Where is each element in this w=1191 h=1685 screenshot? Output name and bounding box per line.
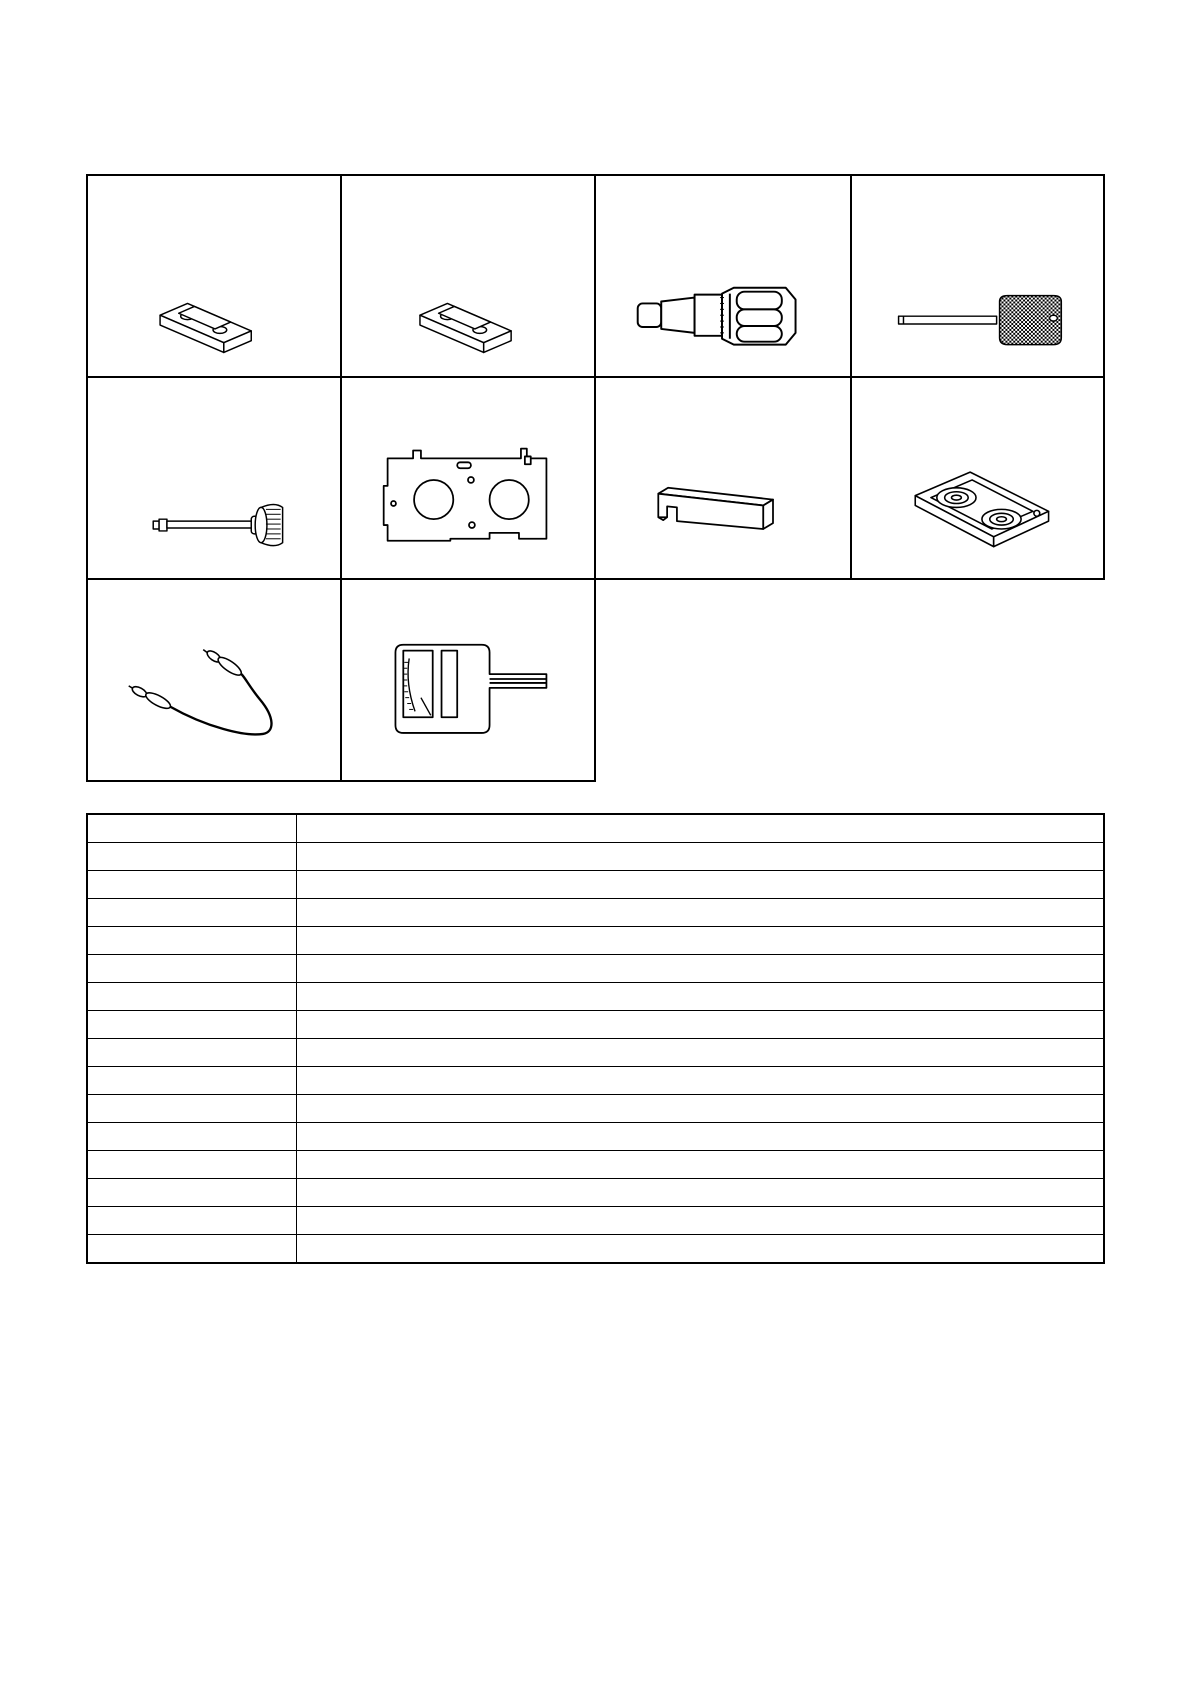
- table-cell-ref: [87, 814, 297, 843]
- vhs-cassette-icon: [342, 176, 594, 376]
- table-row: [87, 871, 1104, 899]
- tool-cell-9: [86, 578, 342, 782]
- table-cell-ref: [87, 927, 297, 955]
- table-cell-ref: [87, 899, 297, 927]
- table-row: [87, 955, 1104, 983]
- table-cell-description: [297, 1123, 1105, 1151]
- tool-cell-4: [850, 174, 1105, 378]
- tool-cell-1: [86, 174, 342, 378]
- table-cell-ref: [87, 983, 297, 1011]
- table-cell-description: [297, 927, 1105, 955]
- table-cell-description: [297, 955, 1105, 983]
- table-cell-description: [297, 1067, 1105, 1095]
- table-row: [87, 1151, 1104, 1179]
- tool-cell-6: [340, 376, 596, 580]
- tension-meter-icon: [342, 580, 594, 780]
- tool-cell-5: [86, 376, 342, 580]
- table-row: [87, 899, 1104, 927]
- table-cell-ref: [87, 1067, 297, 1095]
- table-cell-ref: [87, 1123, 297, 1151]
- table-cell-description: [297, 1039, 1105, 1067]
- table-row: [87, 1011, 1104, 1039]
- table-cell-ref: [87, 1207, 297, 1235]
- table-cell-description: [297, 1207, 1105, 1235]
- guide-adjust-block-icon: [596, 378, 850, 578]
- table-row: [87, 814, 1104, 843]
- tool-cell-10: [340, 578, 596, 782]
- table-cell-description: [297, 843, 1105, 871]
- table-cell-description: [297, 1235, 1105, 1264]
- table-row: [87, 1123, 1104, 1151]
- table-cell-ref: [87, 1179, 297, 1207]
- extension-cable-icon: [88, 580, 340, 780]
- table-cell-description: [297, 1095, 1105, 1123]
- table-cell-ref: [87, 955, 297, 983]
- table-row: [87, 1067, 1104, 1095]
- table-row: [87, 1235, 1104, 1264]
- spec-table: [86, 813, 1105, 1264]
- table-cell-ref: [87, 1151, 297, 1179]
- table-row: [87, 1179, 1104, 1207]
- table-cell-description: [297, 1151, 1105, 1179]
- table-cell-description: [297, 871, 1105, 899]
- tool-cell-2: [340, 174, 596, 378]
- table-cell-description: [297, 814, 1105, 843]
- height-gauge-plate-icon: [342, 378, 594, 578]
- table-cell-ref: [87, 1235, 297, 1264]
- table-cell-description: [297, 983, 1105, 1011]
- table-cell-description: [297, 1179, 1105, 1207]
- table-cell-ref: [87, 1011, 297, 1039]
- table-row: [87, 983, 1104, 1011]
- vhs-cassette-icon: [88, 176, 340, 376]
- table-cell-description: [297, 1011, 1105, 1039]
- torque-cassette-icon: [852, 378, 1103, 578]
- screwdriver-knob-icon: [88, 378, 340, 578]
- table-cell-ref: [87, 843, 297, 871]
- table-row: [87, 927, 1104, 955]
- tool-cell-3: [594, 174, 852, 378]
- tool-cell-8: [850, 376, 1105, 580]
- table-row: [87, 1039, 1104, 1067]
- table-cell-ref: [87, 871, 297, 899]
- table-row: [87, 1095, 1104, 1123]
- table-cell-description: [297, 899, 1105, 927]
- torque-gauge-adapter-icon: [596, 176, 850, 376]
- tools-grid: [86, 174, 1105, 782]
- table-row: [87, 843, 1104, 871]
- table-row: [87, 1207, 1104, 1235]
- head-cleaning-stick-icon: [852, 176, 1103, 376]
- tool-cell-7: [594, 376, 852, 580]
- table-cell-ref: [87, 1095, 297, 1123]
- table-cell-ref: [87, 1039, 297, 1067]
